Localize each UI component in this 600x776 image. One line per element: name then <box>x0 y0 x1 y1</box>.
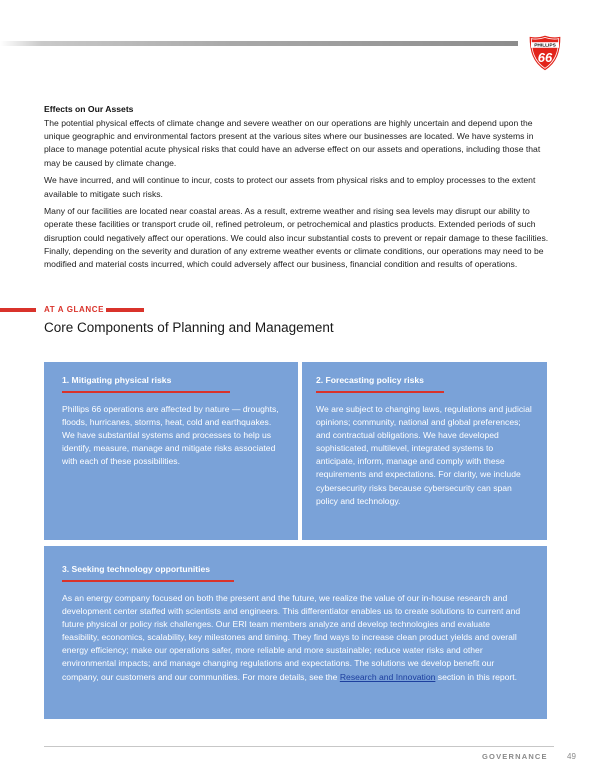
card-seeking-technology-opportunities <box>44 546 547 719</box>
effects-paragraph-3: Many of our facilities are located near coastal areas. As a result, extreme weather and rising sea levels may disrupt our ability to operate these facilities or transport crude oil, refined petroleum, or petrochemical and plastics products. Extended periods of such disruption could negatively affect our operations. We could also incur substantial costs to prevent or repair damage to these facilities. Finally, depending on the severity and duration of any extreme weather events or climate conditions, our operations may need to be modified and material costs incurred, which could adversely affect our business, financial condition and results of operations. <box>44 206 549 270</box>
card-1-divider <box>62 391 230 393</box>
glance-accent-left <box>0 308 36 312</box>
card-2-title: 2. Forecasting policy risks <box>316 375 424 385</box>
glance-label: AT A GLANCE <box>44 305 105 314</box>
card-3-body <box>62 592 529 684</box>
phillips-66-logo-icon[interactable] <box>525 33 565 73</box>
effects-heading: Effects on Our Assets <box>44 104 134 114</box>
card-2-divider <box>316 391 444 393</box>
glance-title: Core Components of Planning and Management <box>44 320 334 335</box>
effects-paragraph-1: The potential physical effects of climate change and severe weather on our operations are highly uncertain and depend upon the unique geographic and environmental factors present at the various sites where our businesses are located. We have systems in place to manage potential acute physical risks that could have an adverse effect on our assets and operations, including those that may be caused by climate change. <box>44 118 541 168</box>
card-1-body: Phillips 66 operations are affected by nature — droughts, floods, hurricanes, storms, heat, cold and earthquakes. We have substantial systems and processes to help us identify, measure, manage and mitigate risks associated with each of these possibilities. <box>62 404 279 467</box>
card-1-title: 1. Mitigating physical risks <box>62 375 172 385</box>
card-3-title: 3. Seeking technology opportunities <box>62 564 211 574</box>
effects-section <box>44 103 554 276</box>
card-2-body: We are subject to changing laws, regulations and judicial opinions; community, national and global preferences; and contractual obligations. We have developed sophisticated, multilevel, integrated systems to anticipate, inform, manage and comply with these requirements and expectations. For clarity, we include cybersecurity risks because cybersecurity can span policy and technology. <box>316 404 532 506</box>
header-rule <box>0 41 518 46</box>
card-forecasting-policy-risks <box>302 362 547 540</box>
card-3-body-text: As an energy company focused on both the present and the future, we realize the value of our in-house research and development center staffed with scientists and engineers. This differentiator enables us to create solutions to current and future physical or policy risk challenges. Our ERI team members analyze and develop technologies and evaluate feasibility, economics, scalability, key milestones and timing. They find ways to increase clean product yields and overall energy efficiency; make our operations safer, more reliable and more sustainable; reduce water risks and other environmental impacts; and manage changing regulations and expectations. The solutions we develop benefit our company, our customers and our communities. For more details, see the <box>62 593 521 682</box>
card-3-body-tail: section in this report. <box>435 671 518 682</box>
logo-brand-text: PHILLIPS <box>534 43 556 49</box>
effects-paragraph-2: We have incurred, and will continue to incur, costs to protect our assets from physical risks and to employ processes to the extent available to mitigate such risks. <box>44 175 536 199</box>
research-innovation-link[interactable]: Research and Innovation <box>339 671 436 682</box>
card-mitigating-physical-risks <box>44 362 298 540</box>
logo-number-text: 66 <box>537 50 553 65</box>
page-number: 49 <box>567 752 576 761</box>
footer-section-label: GOVERNANCE <box>482 752 548 761</box>
glance-accent-right <box>106 308 144 312</box>
footer-rule <box>44 746 554 747</box>
card-3-divider <box>62 580 234 582</box>
